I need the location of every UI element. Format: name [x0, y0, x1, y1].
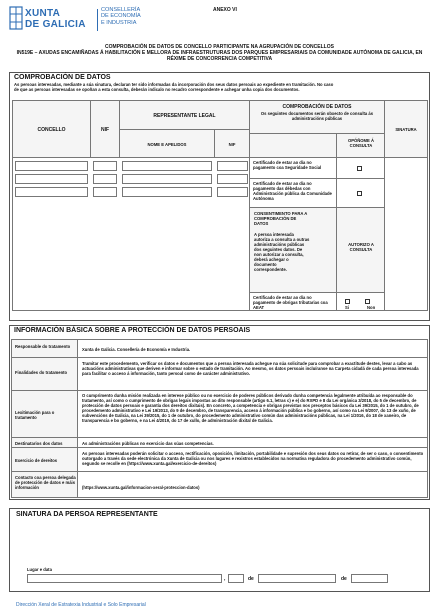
autorizo-options	[336, 292, 385, 311]
nif-input-1[interactable]	[93, 161, 117, 171]
xunta-logo	[9, 6, 95, 32]
oponme-cell-2	[336, 178, 385, 208]
day-input[interactable]	[228, 574, 244, 583]
row-label-lexitimacion: Lexitimación para o tratamento	[11, 390, 78, 438]
non-label: Non	[367, 305, 376, 310]
doc-row-1: Certificado de estar ao día no pagamento coa Seguridade Social	[249, 157, 337, 179]
footer-text: Dirección Xeral de Estratexia Industrial e Solo Empresarial	[16, 602, 146, 608]
oponme-cell-1	[336, 157, 385, 179]
place-date-label: Lugar e data	[27, 567, 52, 572]
col-sinatura: SINATURA	[384, 100, 428, 158]
row-label-contacto: Contacto coa persoa delegada de protección de datos e máis información	[11, 471, 78, 498]
col-doc-blank	[249, 133, 337, 158]
nif2-input-3[interactable]	[217, 187, 248, 197]
doc-row-3: Certificado de estar ao día no pagamento de obrigas tributarias coa AEAT	[249, 292, 337, 311]
month-input[interactable]	[258, 574, 336, 583]
logo-line2: DE GALICIA	[25, 19, 86, 30]
autorizo-cell: AUTORIZO A CONSULTA	[336, 207, 385, 293]
oponme-checkbox-2[interactable]	[357, 191, 362, 196]
row-label-destinatarios: Destinatarios dos datos	[11, 437, 78, 448]
row-text-lexitimacion: O cumprimento dunha misión realizada en interese público ou no exercicio de poderes públicos derivado dunha competencia legalmente atribuída ao responsable do tratamento, así como o cumprimento de obrigas legais impostas ao dito responsable (artigo 6.1, letras c) e e) do RXPD e 8 da Lei orgánica 3/2018, do 5 de decembro, de protección de datos persoais e garantía dos dereitos dixitais). En concreto, a competencia e obrigas previstas nos preceptos básicos da Lei 39/2015, do 1 de outubro, de procedemento administrativo e Lei 19/2013, do 9 de decembro, de transparencia, acceso á información pública e bo goberno, así como na Lei 9/2007, do 13 de xuño, de subvencións de Galicia, na Lei 39/2015, do 1 de outubro, do procedemento administrativo común das administracións públicas, na Lei 1/2016, do 18 de xaneiro, de transparencia e bo goberno, e na Lei 4/2019, do 17 de xullo, de administración dixital de Galicia.	[77, 390, 428, 438]
concello-input-2[interactable]	[15, 174, 88, 184]
nome-input-3[interactable]	[122, 187, 212, 197]
col-nif2: NIF	[214, 129, 250, 158]
row-text-finalidades: Tramitar este procedemento, verificar os datos e documentos que a persoa interesada achegue na súa solicitude para comprobar a exactitude destes, levar a cabo as actuacións administrativas que deriven e informar sobre o estado de tramitación. Ao mesmo, os datos persoais incluíranse na Carpeta cidadá de cada persoa interesada para facilitar o acceso á información, tanto persoal como de carácter administrativo.	[77, 357, 428, 391]
row-text-dereitos: As persoas interesadas poderán solicitar o acceso, rectificación, oposición, limitación, portabilidade e supresión dos seus datos ou retirar, de ser o caso, o consentimento outorgado a través da sede electrónica da Xunta de Galicia ou nos lugares e rexistros establecidos na normativa reguladora do procedemento administrativo común, segundo se recolle en (https://www.xunta.gal/exercicio-de-dereitos)	[77, 447, 428, 472]
annex-label: ANEXO VI	[213, 7, 237, 13]
row-label-responsable: Responsable do tratamento	[11, 339, 78, 358]
consent-cell: CONSENTIMENTO PARA A COMPROBACIÓN DE DATOS A persoa interesada autoriza a consulta a outras administracións públicas dos seguintes datos. De non autorizar a consulta, deberá achegar o documento correspondente.	[249, 207, 337, 293]
nome-input-1[interactable]	[122, 161, 212, 171]
xunta-shield-icon	[9, 6, 23, 30]
concello-input-3[interactable]	[15, 187, 88, 197]
signature-title: SINATURA DA PERSOA REPRESENTANTE	[16, 511, 158, 518]
de-label-2: de	[341, 576, 347, 582]
form-title: COMPROBACIÓN DE DATOS DE CONCELLO PARTICIPANTE NA AGRUPACIÓN DE CONCELLOS IN519E – AXUDAS ENCAMIÑADAS Á HABILITACIÓN E MELLORA DE INFRAESTRUTURAS DOS PARQUES EMPRESARIAIS DA COMUNIDADE AUTÓNOMA DE GALICIA, EN RÉXIME DE CONCORRENCIA COMPETITIVA	[16, 44, 423, 62]
row-text-destinatarios: As administracións públicas no exercicio das súas competencias.	[77, 437, 428, 448]
nome-input-2[interactable]	[122, 174, 212, 184]
col-representante: REPRESENTANTE LEGAL	[119, 100, 250, 130]
concello-input-1[interactable]	[15, 161, 88, 171]
department-name: CONSELLERÍA DE ECONOMÍA E INDUSTRIA	[101, 7, 141, 26]
si-checkbox[interactable]	[345, 299, 350, 304]
nif-input-2[interactable]	[93, 174, 117, 184]
place-input[interactable]	[27, 574, 222, 583]
logo-line1: XUNTA	[25, 8, 61, 19]
doc-row-2: Certificado de estar ao día no pagamento das débedas con Administración pública da Comunidade Autónoma	[249, 178, 337, 208]
col-comprobacion: COMPROBACIÓN DE DATOS Os seguintes documentos serán obxecto de consulta ás administracións públicas	[249, 100, 385, 134]
year-input[interactable]	[351, 574, 388, 583]
nif2-input-2[interactable]	[217, 174, 248, 184]
nif2-input-1[interactable]	[217, 161, 248, 171]
signature-cell[interactable]	[384, 157, 428, 311]
protection-title: INFORMACIÓN BÁSICA SOBRE A PROTECCIÓN DE DATOS PERSOAIS	[14, 327, 251, 334]
oponme-checkbox-1[interactable]	[357, 166, 362, 171]
col-oponme: OPÓÑOME Á CONSULTA	[336, 133, 385, 158]
row-label-finalidades: Finalidades do tratamento	[11, 357, 78, 391]
comprobacion-title: COMPROBACIÓN DE DATOS	[14, 74, 111, 81]
de-label-1: de	[248, 576, 254, 582]
si-label: Si	[345, 305, 349, 310]
nif-input-3[interactable]	[93, 187, 117, 197]
logo-divider	[97, 9, 98, 31]
row-label-dereitos: Exercicio de dereitos	[11, 447, 78, 472]
row-text-contacto: (https://www.xunta.gal/informacion-xeral-proteccion-datos)	[77, 471, 428, 498]
comprobacion-intro: As persoas interesadas, mediante a súa sinatura, declaran ter sido informadas da incorporación dos seus datos persoais ao expediente en tramitación. No caso de que as persoas interesadas se opoñan a esta consulta, deberán indicalo no recadro correspondente e achegar unha copia dos documentos.	[14, 82, 334, 92]
col-concello: CONCELLO	[12, 100, 91, 158]
col-nome: NOME E APELIDOS	[119, 129, 215, 158]
row-text-responsable: Xunta de Galicia. Consellería de Economía e Industria.	[77, 339, 428, 358]
non-checkbox[interactable]	[365, 299, 370, 304]
comma-label: ,	[224, 576, 226, 582]
col-nif: NIF	[90, 100, 120, 158]
